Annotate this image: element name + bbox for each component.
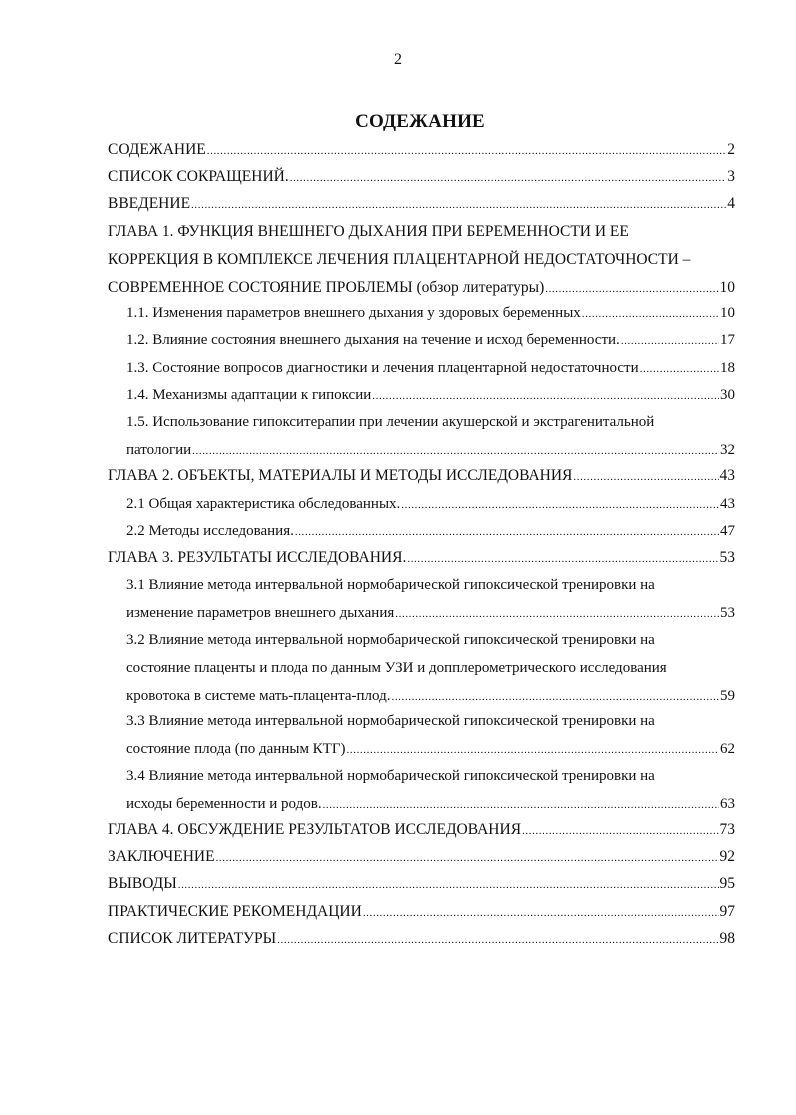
toc-entry-text: 3.3 Влияние метода интервальной нормобарической гипоксической тренировки на <box>126 713 655 730</box>
toc-entry-text: кровотока в системе мать-плацента-плод. <box>126 687 391 704</box>
toc-entry-text: 1.3. Состояние вопросов диагностики и лечения плацентарной недостаточности <box>126 359 639 376</box>
toc-entry-text: 2.1 Общая характеристика обследованных. <box>126 495 401 512</box>
toc-entry-text: СОДЕЖАНИЕ <box>108 141 206 158</box>
toc-entry[interactable] <box>126 494 735 522</box>
dot-leader <box>363 903 719 923</box>
toc-page-number: 32 <box>720 442 735 458</box>
toc-entry[interactable] <box>126 358 735 386</box>
toc-entry-text: СПИСОК ЛИТЕРАТУРЫ <box>108 929 277 947</box>
toc-entry-text: ПРАКТИЧЕСКИЕ РЕКОМЕНДАЦИИ <box>108 902 362 920</box>
dot-leader <box>277 930 718 950</box>
dot-leader <box>295 522 719 542</box>
toc-entry[interactable] <box>126 766 735 822</box>
toc-page-number: 59 <box>720 687 735 704</box>
toc-page-number: 17 <box>720 332 735 349</box>
toc-entry[interactable] <box>108 194 735 222</box>
toc-entry-text: ГЛАВА 3. РЕЗУЛЬТАТЫ ИССЛЕДОВАНИЯ. <box>108 549 407 566</box>
toc-page-number: 92 <box>719 848 735 866</box>
toc-entry-text: состояние плаценты и плода по данным УЗИ и допплерометрического исследования <box>126 659 667 676</box>
dot-leader <box>207 141 727 161</box>
toc-page-number: 18 <box>720 359 735 376</box>
toc-entry[interactable] <box>108 874 735 902</box>
dot-leader <box>407 549 718 569</box>
dot-leader <box>290 168 727 188</box>
toc-page-number: 53 <box>720 605 735 622</box>
toc-entry-text: СПИСОК СОКРАЩЕНИЙ. <box>108 168 289 186</box>
toc-page-number: 43 <box>719 467 735 485</box>
toc-entry-text: ВВЕДЕНИЕ <box>108 195 191 213</box>
toc-entry-text: 1.4. Механизмы адаптации к гипоксии <box>126 386 372 403</box>
dot-leader <box>545 279 718 299</box>
toc-entry-text: патологии <box>126 442 192 458</box>
toc-page-number: 53 <box>719 549 735 566</box>
toc-entry[interactable] <box>126 303 735 331</box>
toc-page-number: 47 <box>720 522 735 539</box>
dot-leader <box>395 604 719 624</box>
toc-entry-text: СОВРЕМЕННОЕ СОСТОЯНИЕ ПРОБЛЕМЫ (обзор литературы) <box>108 278 545 296</box>
toc-entry-text: изменение параметров внешнего дыхания <box>126 605 395 622</box>
toc-entry-text: состояние плода (по данным КТГ) <box>126 741 346 758</box>
toc-entry[interactable] <box>108 466 735 494</box>
toc-entry-text: 1.1. Изменения параметров внешнего дыхания у здоровых беременных <box>126 305 581 322</box>
toc-entry[interactable] <box>108 847 735 875</box>
toc-entry[interactable] <box>108 902 735 930</box>
toc-entry-text: ГЛАВА 2. ОБЪЕКТЫ, МАТЕРИАЛЫ И МЕТОДЫ ИССЛЕДОВАНИЯ <box>108 467 573 485</box>
toc-page-number: 2 <box>727 141 735 158</box>
dot-leader <box>372 386 719 406</box>
toc-entry-text: ЗАКЛЮЧЕНИЕ <box>108 848 215 866</box>
dot-leader <box>573 467 718 487</box>
toc-entry-text: 3.2 Влияние метода интервальной нормобарической гипоксической тренировки на <box>126 631 655 648</box>
toc-page-number: 30 <box>720 386 735 403</box>
dot-leader <box>582 304 719 324</box>
toc-page-number: 97 <box>719 902 735 920</box>
toc-entry-text: 3.4 Влияние метода интервальной нормобарической гипоксической тренировки на <box>126 767 655 784</box>
toc-page-number: 43 <box>720 495 735 512</box>
toc-entry[interactable] <box>126 330 735 358</box>
toc-entry[interactable] <box>108 140 735 168</box>
toc-entry[interactable] <box>126 575 735 631</box>
dot-leader <box>621 331 719 351</box>
toc-entry[interactable] <box>126 521 735 549</box>
toc-entry[interactable] <box>108 820 735 848</box>
toc-entry-text: 3.1 Влияние метода интервальной нормобарической гипоксической тренировки на <box>126 577 655 594</box>
toc-page-number: 95 <box>719 875 735 893</box>
toc-page-number: 73 <box>719 821 735 838</box>
toc-page-number: 4 <box>727 195 735 213</box>
dot-leader <box>192 441 719 461</box>
toc-entry[interactable] <box>108 222 735 306</box>
toc-entry-text: ГЛАВА 4. ОБСУЖДЕНИЕ РЕЗУЛЬТАТОВ ИССЛЕДОВАНИЯ <box>108 821 522 838</box>
dot-leader <box>178 875 719 895</box>
toc-page-number: 98 <box>719 929 735 947</box>
toc-entry-text: КОРРЕКЦИЯ В КОМПЛЕКСЕ ЛЕЧЕНИЯ ПЛАЦЕНТАРНОЙ НЕДОСТАТОЧНОСТИ – <box>108 250 691 268</box>
toc-entry-text: 1.5. Использование гипокситерапии при лечении акушерской и экстрагенитальной <box>126 414 655 430</box>
toc-page-number: 10 <box>719 278 735 296</box>
toc-entry[interactable] <box>126 385 735 413</box>
toc-entry[interactable] <box>126 630 735 714</box>
toc-entry-text: ВЫВОДЫ <box>108 875 177 893</box>
toc-page-number: 63 <box>720 795 735 812</box>
toc-entry-text: исходы беременности и родов. <box>126 795 322 812</box>
page-title: СОДЕЖАНИЕ <box>355 111 485 132</box>
toc-entry-text: ГЛАВА 1. ФУНКЦИЯ ВНЕШНЕГО ДЫХАНИЯ ПРИ БЕРЕМЕННОСТИ И ЕЕ <box>108 222 629 240</box>
dot-leader <box>522 821 718 841</box>
toc-entry-text: 2.2 Методы исследования. <box>126 522 294 539</box>
toc-entry[interactable] <box>108 167 735 195</box>
toc-page-number: 62 <box>720 741 735 758</box>
dot-leader <box>347 740 719 760</box>
dot-leader <box>323 795 719 815</box>
dot-leader <box>401 495 719 515</box>
toc-entry[interactable] <box>126 711 735 767</box>
toc-page-number: 10 <box>720 305 735 322</box>
dot-leader <box>216 848 719 868</box>
toc-page-number: 3 <box>727 168 735 186</box>
dot-leader <box>640 359 719 379</box>
dot-leader <box>391 687 719 707</box>
toc-entry-text: 1.2. Влияние состояния внешнего дыхания на течение и исход беременности. <box>126 332 620 349</box>
toc-entry[interactable] <box>126 412 735 468</box>
dot-leader <box>191 195 726 215</box>
toc-entry[interactable] <box>108 548 735 576</box>
page-number: 2 <box>394 51 402 68</box>
toc-entry[interactable] <box>108 929 735 957</box>
